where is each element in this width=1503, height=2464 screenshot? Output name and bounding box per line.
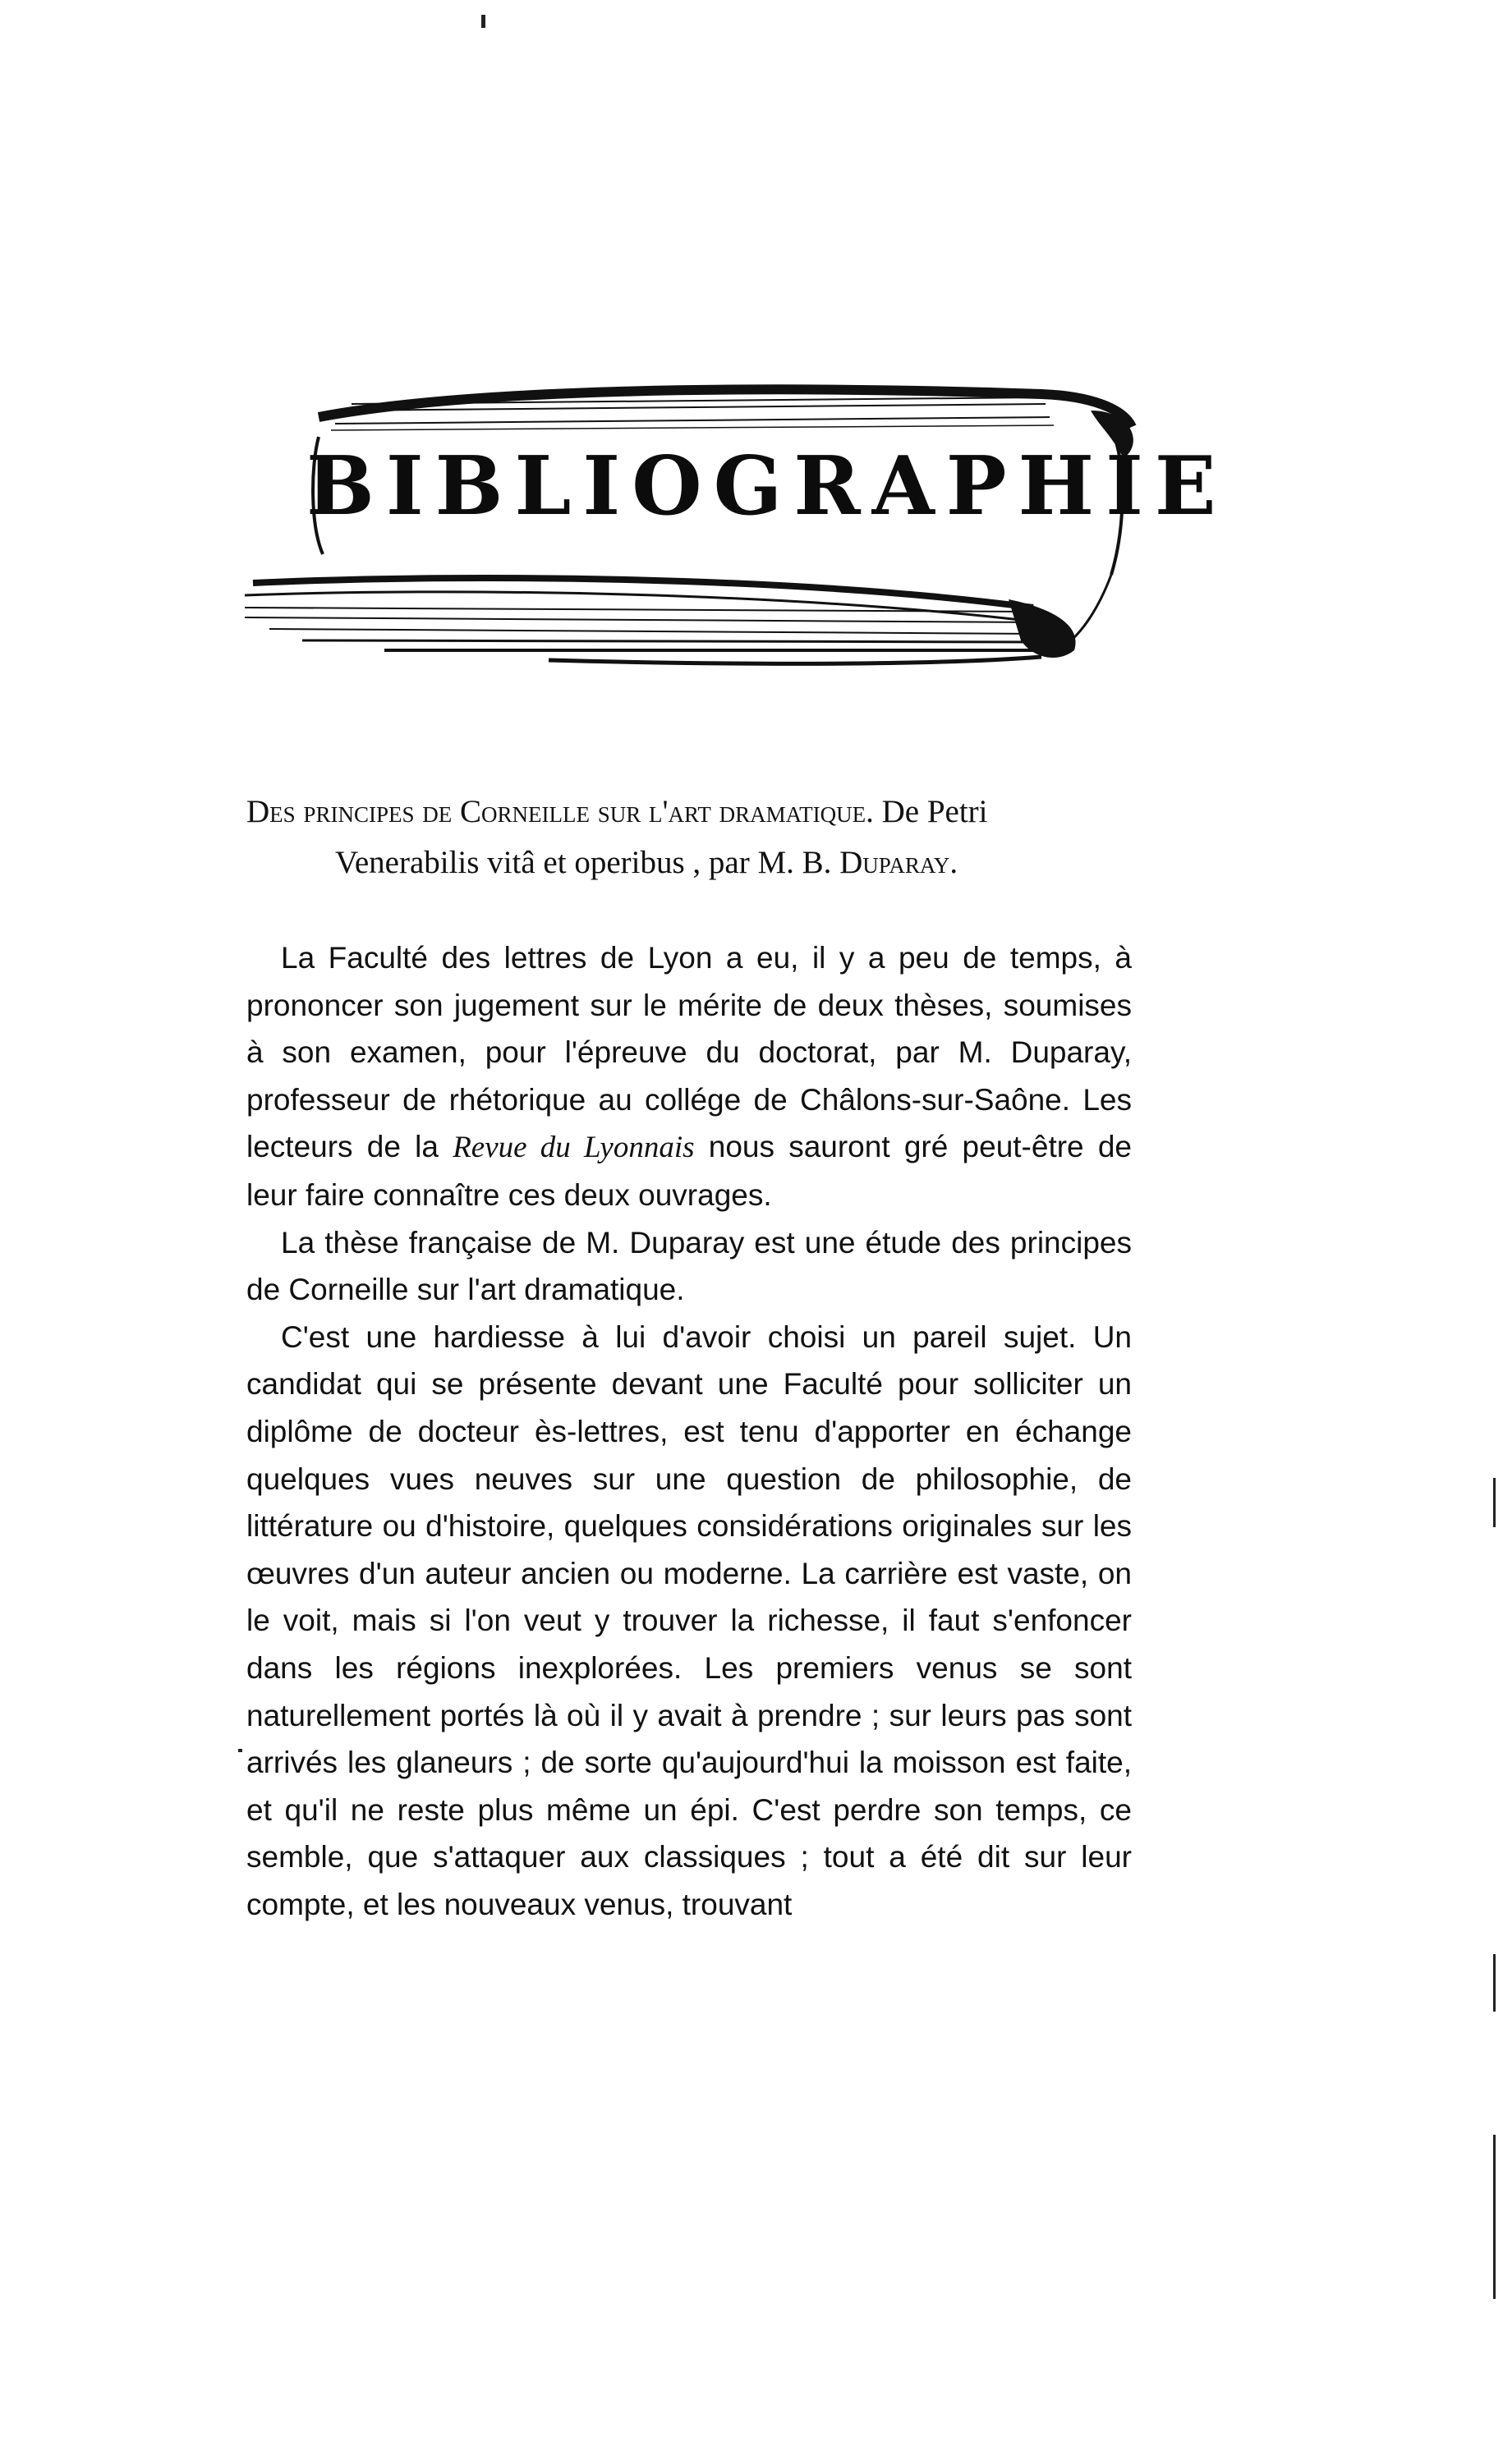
scan-mark-right-3 [1493, 2135, 1496, 2299]
scan-mark-left [238, 1749, 242, 1752]
paragraph-3: C'est une hardiesse à lui d'avoir choisi un pareil sujet. Un candidat qui se présente devant une Faculté pour solliciter un diplôme de docteur ès-lettres, est tenu d'apporter en échange quelques vues neuves sur une question de philosophie, de littérature ou d'histoire, quelques considérations originales sur les œuvres d'un auteur ancien ou moderne. La carrière est vaste, on le voit, mais si l'on veut y trouver la richesse, il faut s'enfoncer dans les régions inexplorées. Les premiers venus se sont naturellement portés là où il y avait à prendre ; sur leurs pas sont arrivés les glaneurs ; de sorte qu'aujourd'hui la moisson est faite, et qu'il ne reste plus même un épi. C'est perdre son temps, ce semble, que s'attaquer aux classiques ; tout a été dit sur leur compte, et les nouveaux venus, trouvant [246, 1319, 1132, 1921]
paragraph-2: La thèse française de M. Duparay est une étude des principes de Corneille sur l'art dramatique. [246, 1225, 1132, 1307]
scroll-banner-illustration [220, 361, 1148, 706]
article-body [246, 934, 1132, 1928]
paragraph-1 [246, 934, 1132, 1219]
heading-line2 [246, 837, 1133, 888]
heading-line2-text: Venerabilis vitâ et operibus , par [335, 845, 758, 880]
article-heading [246, 787, 1133, 888]
scan-mark-top [481, 15, 485, 28]
scan-mark-right-2 [1493, 1954, 1496, 2012]
paragraph-1-before: La Faculté des lettres de Lyon a eu, il y a peu de temps, à prononcer son jugement sur le mérite de deux thèses, soumises à son examen, pour l'épreuve du doctorat, par M. Duparay, professeur de rhétorique au collége de Châlons-sur-Saône. Les lecteurs de la [246, 941, 1132, 1164]
heading-author: M. B. Duparay. [757, 845, 958, 880]
banner-title: BIBLIOGRAPHIE [306, 439, 1228, 534]
bibliographie-banner [220, 361, 1228, 706]
journal-title: Revue du Lyonnais [453, 1131, 695, 1165]
paragraph-1-after: nous sauront gré peut-être de leur faire connaître ces deux ouvrages. [246, 1130, 1133, 1212]
heading-title-part2: sur l'art dramatique. [597, 794, 874, 829]
scan-mark-right-1 [1493, 1478, 1496, 1527]
heading-title-part1: Des principes de Corneille [246, 794, 590, 829]
heading-title-part3: De Petri [881, 794, 988, 829]
